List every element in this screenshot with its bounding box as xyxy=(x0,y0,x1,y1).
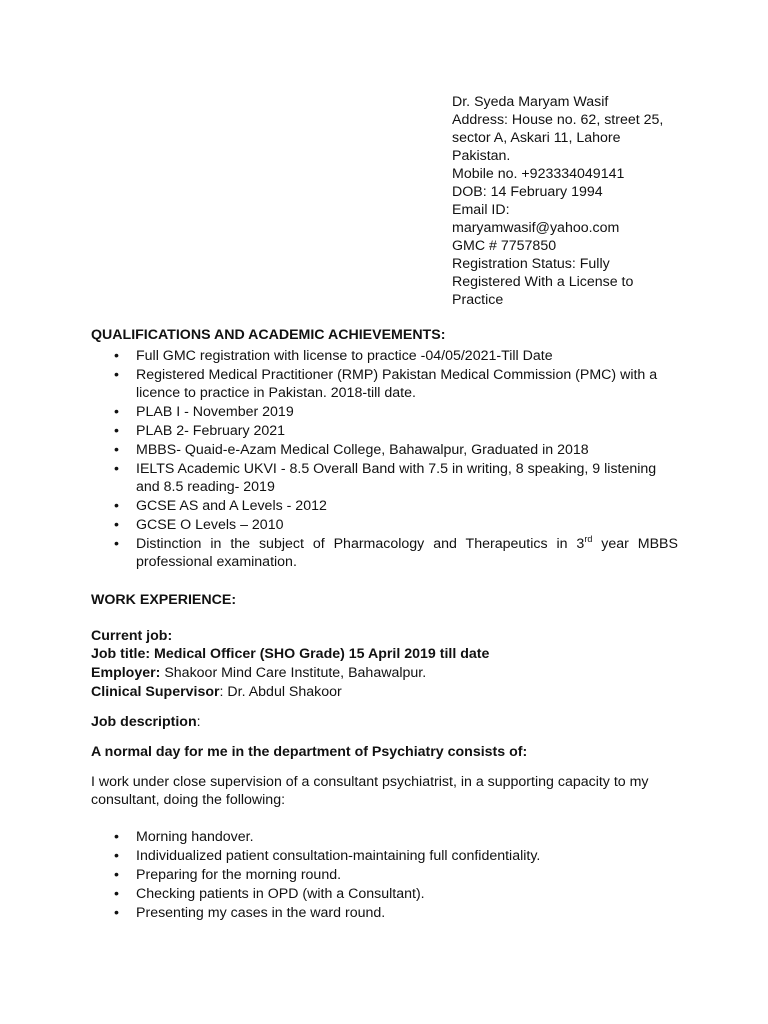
job-description-line xyxy=(91,713,201,731)
distinction-ordinal: rd xyxy=(584,534,593,544)
list-item: • IELTS Academic UKVI - 8.5 Overall Band with 7.5 in writing, 8 speaking, 9 listening and 8.5 reading- 2019 xyxy=(0,460,678,496)
current-job-label: Current job: xyxy=(91,628,173,644)
list-item: • Presenting my cases in the ward round. xyxy=(0,904,678,922)
distinction-text-end: year MBBS professional examination. xyxy=(136,536,678,570)
supervisor-label: Clinical Supervisor xyxy=(91,684,220,700)
contact-registration-line: Practice xyxy=(452,292,504,308)
contact-address-line: Pakistan. xyxy=(452,148,511,164)
employer-line xyxy=(91,664,426,682)
contact-address-line: Address: House no. 62, street 25, xyxy=(452,112,664,128)
job-description-label: Job description xyxy=(91,714,197,730)
qualifications-list xyxy=(0,347,678,571)
contact-registration-line: Registration Status: Fully xyxy=(452,256,610,272)
contact-email-label: Email ID: xyxy=(452,202,510,218)
list-item: • MBBS- Quaid-e-Azam Medical College, Bahawalpur, Graduated in 2018 xyxy=(0,441,678,459)
list-item: • GCSE O Levels – 2010 xyxy=(0,516,678,534)
list-item: • PLAB 2- February 2021 xyxy=(0,422,678,440)
work-experience-heading: WORK EXPERIENCE: xyxy=(91,592,237,608)
list-item: • Individualized patient consultation-maintaining full confidentiality. xyxy=(0,847,678,865)
contact-dob: DOB: 14 February 1994 xyxy=(452,184,603,200)
contact-email: maryamwasif@yahoo.com xyxy=(452,220,620,236)
supervisor-line xyxy=(91,683,342,701)
list-item: • PLAB I - November 2019 xyxy=(0,403,678,421)
qualifications-heading: QUALIFICATIONS AND ACADEMIC ACHIEVEMENTS: xyxy=(91,327,446,343)
contact-name: Dr. Syeda Maryam Wasif xyxy=(452,94,609,110)
job-description-colon: : xyxy=(196,714,201,730)
contact-mobile: Mobile no. +923334049141 xyxy=(452,166,625,182)
supervisor-value: : Dr. Abdul Shakoor xyxy=(219,684,342,700)
normal-day-heading: A normal day for me in the department of Psychiatry consists of: xyxy=(91,744,528,760)
contact-address-line: sector A, Askari 11, Lahore xyxy=(452,130,621,146)
list-item: • Registered Medical Practitioner (RMP) Pakistan Medical Commission (PMC) with a licence to practice in Pakistan. 2018-till date. xyxy=(0,366,678,402)
list-item-distinction xyxy=(0,535,678,571)
employer-label: Employer: xyxy=(91,665,161,681)
contact-block xyxy=(452,93,692,309)
list-item: • Full GMC registration with license to practice -04/05/2021-Till Date xyxy=(0,347,678,365)
duties-list xyxy=(0,828,678,922)
list-item: • Checking patients in OPD (with a Consultant). xyxy=(0,885,678,903)
distinction-text: Distinction in the subject of Pharmacology and Therapeutics in 3 xyxy=(136,536,585,552)
work-intro-paragraph: I work under close supervision of a consultant psychiatrist, in a supporting capacity to my consultant, doing the following: xyxy=(91,774,649,808)
list-item: • GCSE AS and A Levels - 2012 xyxy=(0,497,678,515)
contact-gmc: GMC # 7757850 xyxy=(452,238,557,254)
job-title: Job title: Medical Officer (SHO Grade) 15 April 2019 till date xyxy=(91,646,490,662)
list-item: • Morning handover. xyxy=(0,828,678,846)
list-item: • Preparing for the morning round. xyxy=(0,866,678,884)
contact-registration-line: Registered With a License to xyxy=(452,274,634,290)
employer-value: Shakoor Mind Care Institute, Bahawalpur. xyxy=(160,665,427,681)
